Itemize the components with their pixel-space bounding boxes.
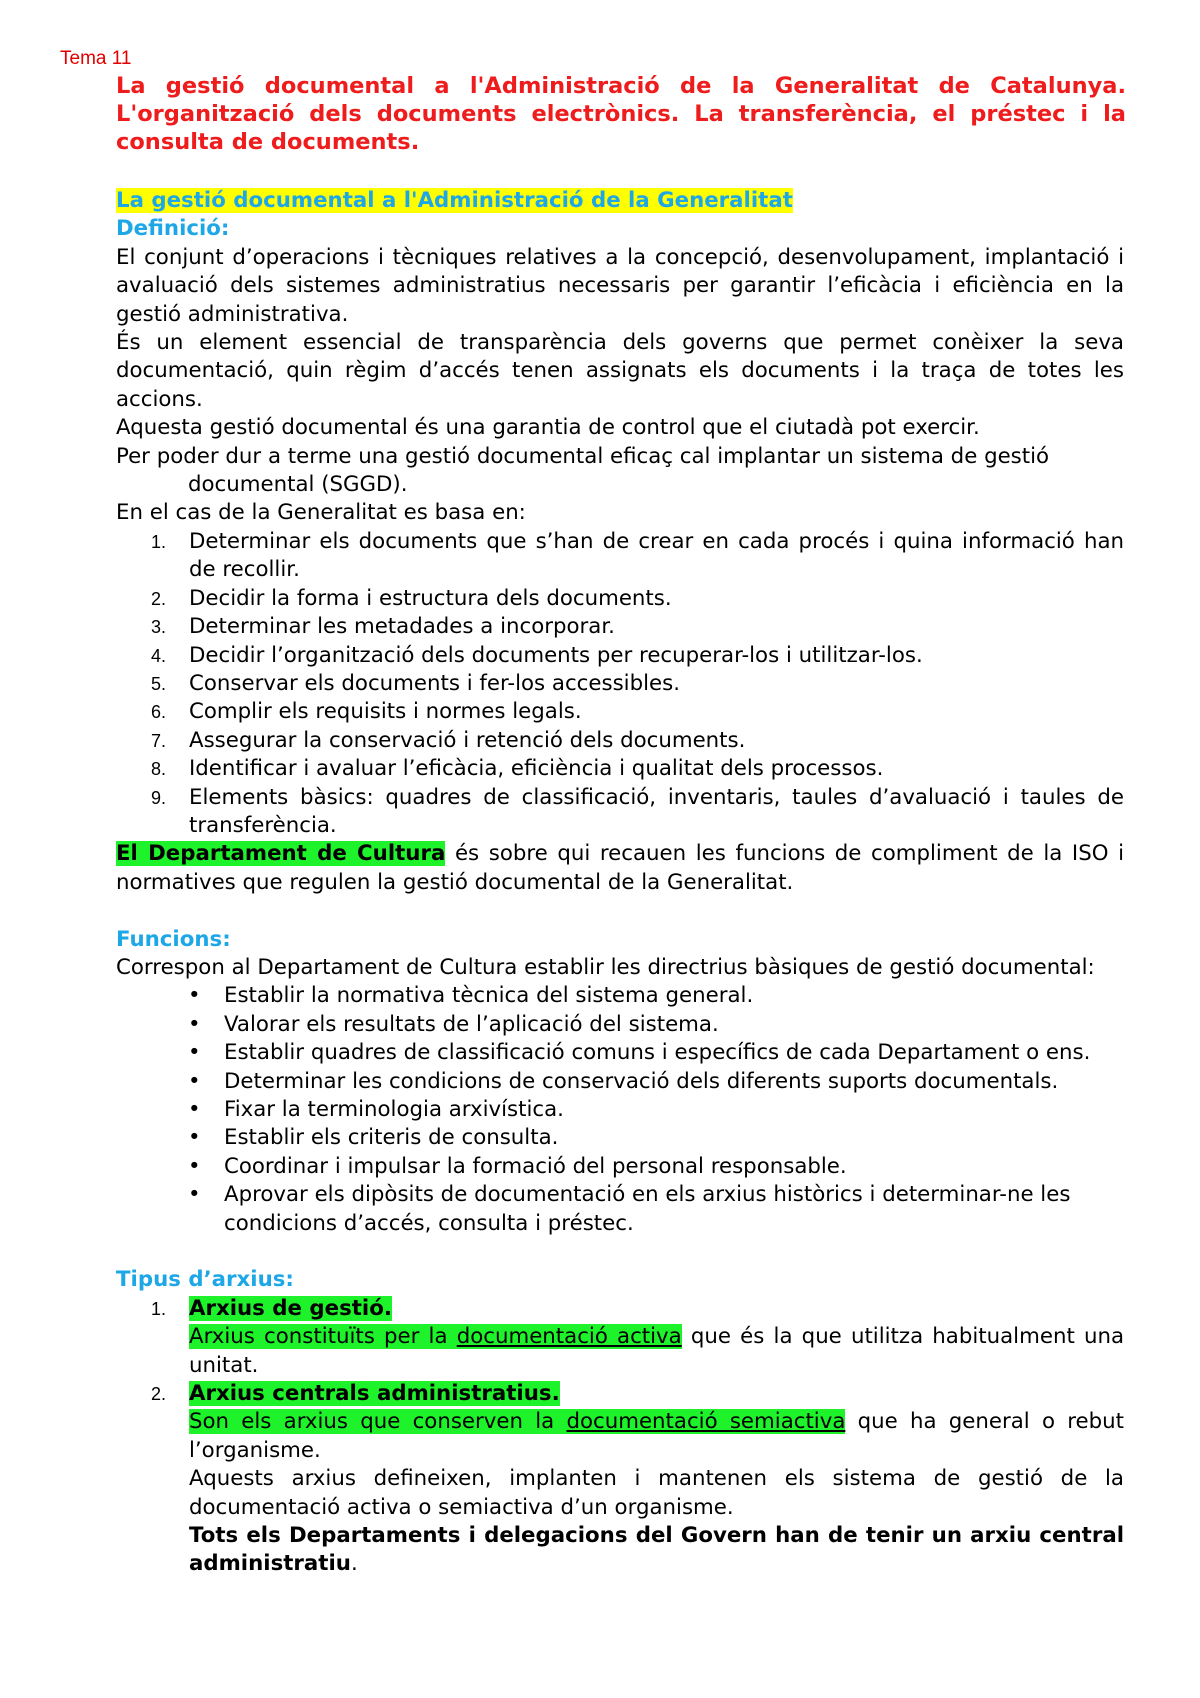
- bullet-item: [116, 1124, 1124, 1152]
- bullet-text: Fixar la terminologia arxivística.: [224, 1096, 564, 1122]
- list-number: 3.: [151, 617, 167, 638]
- bullet-text: Establir els criteris de consulta.: [224, 1125, 559, 1151]
- spacer: [116, 897, 1124, 925]
- description-rest: que és la que utilitza habitualment una unitat.: [189, 1324, 1125, 1378]
- list-item-text: Elements bàsics: quadres de classificació, inventaris, taules d’avaluació i taules de transferència.: [189, 784, 1124, 838]
- list-number: 1.: [151, 1298, 167, 1319]
- topic-number: Tema 11: [60, 48, 132, 69]
- list-item: [116, 670, 1124, 698]
- bullet-text: Determinar les condicions de conservació dels diferents suports documentals.: [224, 1068, 1059, 1094]
- tipus-heading: Tipus d’arxius:: [116, 1267, 294, 1293]
- list-number: 9.: [151, 787, 167, 808]
- bullet-text: Valorar els resultats de l’aplicació del sistema.: [224, 1011, 719, 1037]
- department-highlight: El Departament de Cultura: [116, 841, 446, 867]
- bullet-icon: •: [188, 1011, 201, 1037]
- bullet-item: [116, 1153, 1124, 1181]
- list-number: 1.: [151, 531, 167, 552]
- funcions-intro: Correspon al Departament de Cultura establir les directrius bàsiques de gestió documental:: [116, 954, 1095, 980]
- bullet-item: [116, 1181, 1124, 1238]
- list-item-text: Identificar i avaluar l’eficàcia, eficiència i qualitat dels processos.: [189, 756, 884, 782]
- list-number: 6.: [151, 702, 167, 723]
- underlined-term: documentació activa: [456, 1324, 682, 1350]
- requirement-bold: Tots els Departaments i delegacions del Govern han de tenir un arxiu central administratiu: [189, 1523, 1124, 1577]
- control-paragraph: Aquesta gestió documental és una garantia de control que el ciutadà pot exercir.: [116, 415, 980, 441]
- bullet-item: [116, 1039, 1124, 1067]
- archive-type-title-text: Arxius centrals administratius.: [189, 1381, 560, 1407]
- highlight-text: [189, 1324, 682, 1349]
- definition-paragraph: El conjunt d’operacions i tècniques relatives a la concepció, desenvolupament, implantació i avaluació dels sistemes administratius necessaris per garantir l’eficàcia i eficiència en la gestió administrativa.: [116, 244, 1124, 327]
- list-item: [116, 1295, 1124, 1380]
- list-item: [116, 1380, 1124, 1579]
- highlight-lead: Son els arxius que conserven la: [189, 1409, 567, 1435]
- bullet-icon: •: [188, 1096, 201, 1122]
- archive-type-description: [189, 1323, 1124, 1380]
- list-item-text: Assegurar la conservació i retenció dels documents.: [189, 727, 746, 753]
- transparency-paragraph: És un element essencial de transparència dels governs que permet conèixer la seva documentació, quin règim d’accés tenen assignats els documents i la traça de totes les accions.: [116, 330, 1124, 412]
- list-item-text: Decidir l’organització dels documents per recuperar-los i utilitzar-los.: [189, 642, 923, 668]
- section-heading-text: La gestió documental a l'Administració de la Generalitat: [116, 188, 793, 213]
- archive-type-paragraph: Aquests arxius defineixen, implanten i mantenen els sistema de gestió de la documentació activa o semiactiva d’un organisme.: [189, 1466, 1124, 1520]
- description-rest: que ha general o rebut l’organisme.: [189, 1409, 1124, 1463]
- list-item: [116, 613, 1124, 641]
- list-item: [116, 755, 1124, 783]
- bullet-item: [116, 982, 1124, 1010]
- list-number: 7.: [151, 730, 167, 751]
- bullet-text: Establir la normativa tècnica del sistema general.: [224, 983, 754, 1009]
- document-body: [116, 187, 1124, 1579]
- list-item: [116, 642, 1124, 670]
- archive-type-title: [189, 1295, 1124, 1323]
- bullet-item: [116, 1068, 1124, 1096]
- bullet-text: Coordinar i impulsar la formació del personal responsable.: [224, 1153, 847, 1179]
- requirement-end: .: [350, 1551, 358, 1577]
- list-item-text: Conservar els documents i fer-los accessibles.: [189, 670, 680, 696]
- highlight-text: [189, 1409, 845, 1434]
- basis-intro: En el cas de la Generalitat es basa en:: [116, 500, 526, 526]
- archive-type-requirement: [189, 1522, 1124, 1579]
- list-item: [116, 784, 1124, 841]
- tipus-list: [116, 1295, 1124, 1579]
- bullet-icon: •: [188, 1153, 201, 1179]
- list-item-text: Determinar les metadades a incorporar.: [189, 614, 615, 640]
- bullet-icon: •: [188, 1182, 201, 1208]
- bullet-text: Establir quadres de classificació comuns i específics de cada Departament o ens.: [224, 1040, 1091, 1066]
- list-number: 5.: [151, 673, 167, 694]
- department-paragraph: [116, 840, 1124, 897]
- department-paragraph-text: és sobre qui recauen les funcions de compliment de la ISO i normatives que regulen la gestió documental de la Generalitat.: [116, 841, 1124, 895]
- bullet-icon: •: [188, 1040, 201, 1066]
- sggd-paragraph: Per poder dur a terme una gestió documental eficaç cal implantar un sistema de gestió documental (SGGD).: [116, 443, 1050, 498]
- list-item: [116, 698, 1124, 726]
- spacer: [116, 1238, 1124, 1266]
- bullet-text: Aprovar els dipòsits de documentació en els arxius històrics i determinar-ne les condicions d’accés, consulta i préstec.: [224, 1182, 1071, 1236]
- list-number: 2.: [151, 588, 167, 609]
- archive-type-title-text: Arxius de gestió.: [189, 1295, 392, 1321]
- list-item-text: Decidir la forma i estructura dels documents.: [189, 585, 672, 611]
- underlined-term: documentació semiactiva: [566, 1409, 846, 1435]
- list-number: 8.: [151, 759, 167, 780]
- basis-list: [116, 528, 1124, 840]
- section-heading: [116, 187, 1124, 215]
- list-number: 4.: [151, 645, 167, 666]
- bullet-icon: •: [188, 1125, 201, 1151]
- bullet-item: [116, 1096, 1124, 1124]
- funcions-list: [116, 982, 1124, 1238]
- archive-type-title: [189, 1380, 1124, 1408]
- bullet-item: [116, 1011, 1124, 1039]
- list-item-text: Determinar els documents que s’han de crear en cada procés i quina informació han de recollir.: [189, 528, 1124, 583]
- list-item: [116, 585, 1124, 613]
- highlight-lead: Arxius constituïts per la: [189, 1324, 457, 1350]
- list-item-text: Complir els requisits i normes legals.: [189, 699, 582, 725]
- bullet-icon: •: [188, 983, 201, 1009]
- definition-label: Definició:: [116, 216, 230, 242]
- list-item: [116, 727, 1124, 755]
- list-item: [116, 528, 1124, 585]
- archive-type-description: [189, 1408, 1124, 1465]
- document-title: La gestió documental a l'Administració de la Generalitat de Catalunya. L'organització dels documents electrònics. La transferència, el préstec i la consulta de documents.: [116, 73, 1126, 155]
- list-number: 2.: [151, 1384, 167, 1405]
- bullet-icon: •: [188, 1068, 201, 1094]
- funcions-heading: Funcions:: [116, 926, 231, 952]
